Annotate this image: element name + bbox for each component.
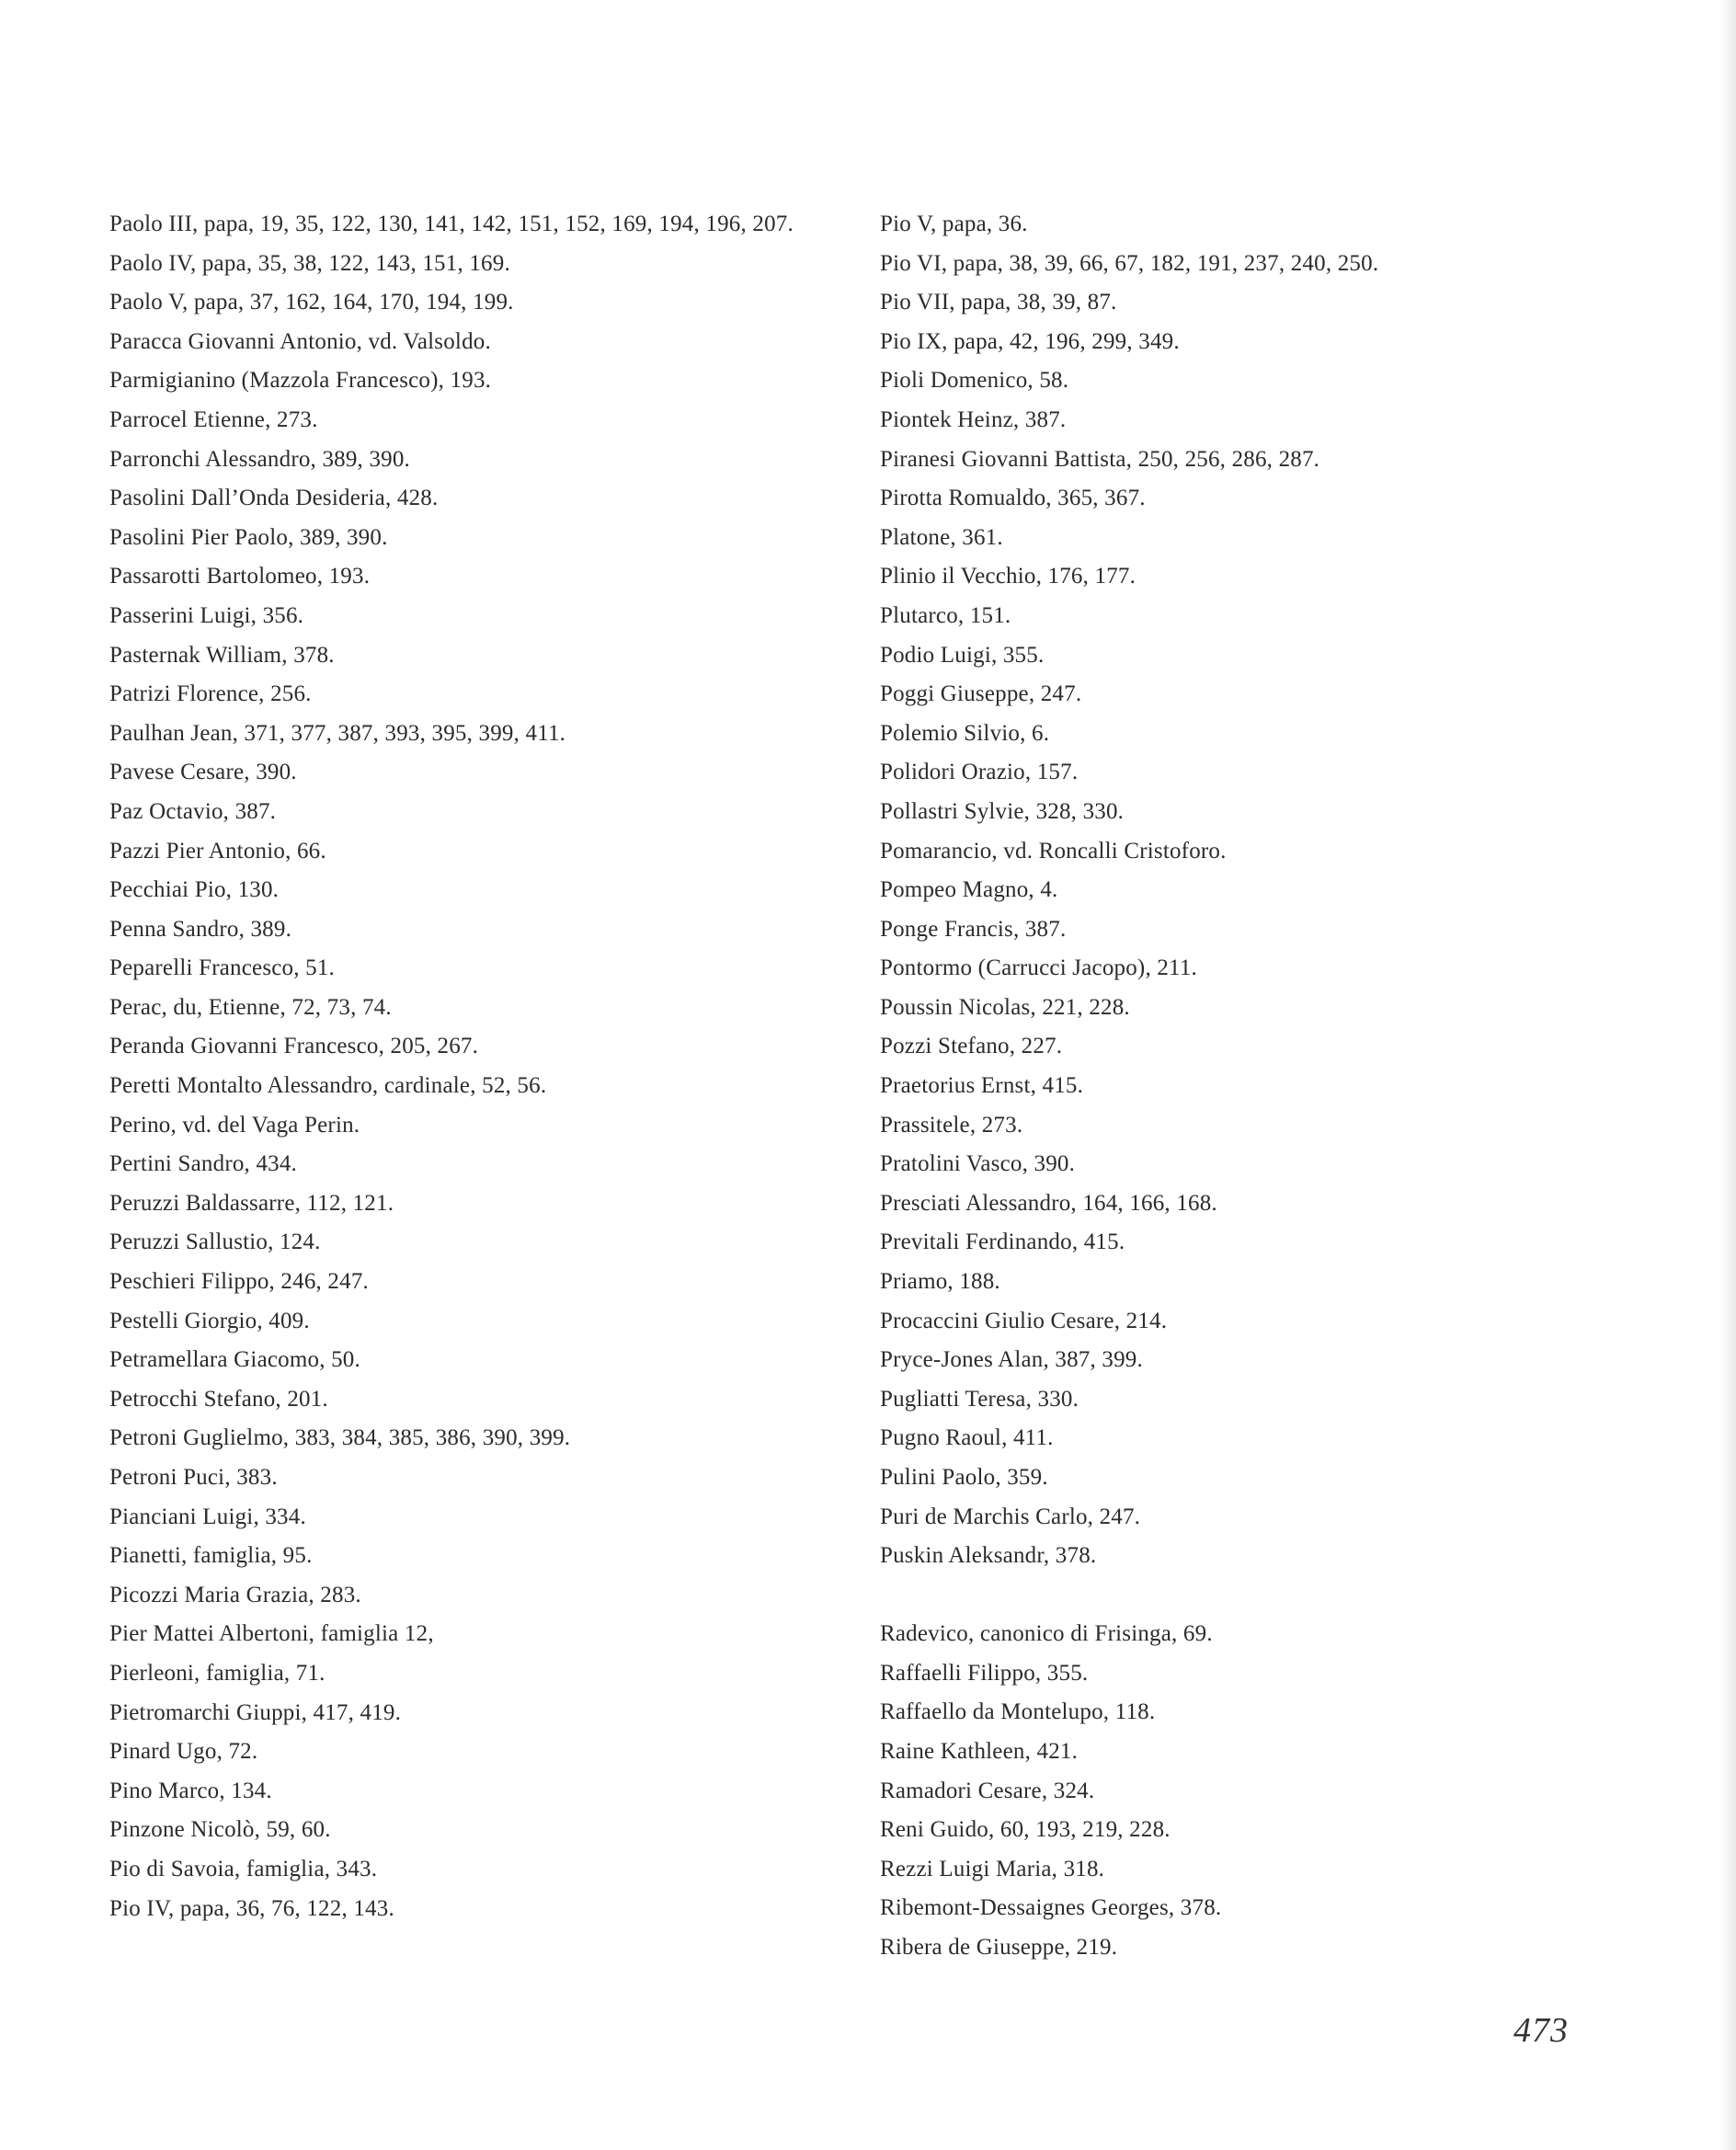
index-entry: Puskin Aleksandr, 378. <box>880 1543 1097 1569</box>
index-entry: Raffaelli Filippo, 355. <box>880 1660 1089 1686</box>
index-entry: Picozzi Maria Grazia, 283. <box>109 1582 361 1607</box>
index-entry: Parrocel Etienne, 273. <box>109 406 318 432</box>
index-entry: Paracca Giovanni Antonio, vd. Valsoldo. <box>109 328 491 354</box>
page-edge-shadow <box>1719 0 1736 2150</box>
index-entry: Puri de Marchis Carlo, 247. <box>880 1504 1141 1529</box>
index-entry: Reni Guido, 60, 193, 219, 228. <box>880 1817 1171 1843</box>
index-entry: Peranda Giovanni Francesco, 205, 267. <box>109 1034 479 1059</box>
index-entry: Paolo IV, papa, 35, 38, 122, 143, 151, 169. <box>109 250 510 276</box>
index-entry: Ribera de Giuseppe, 219. <box>880 1934 1118 1960</box>
index-entry: Pompeo Magno, 4. <box>880 877 1058 903</box>
index-entry: Peparelli Francesco, 51. <box>109 955 335 981</box>
index-entry: Pasternak William, 378. <box>109 642 335 668</box>
index-entry: Pianetti, famiglia, 95. <box>109 1543 313 1569</box>
index-entry: Pino Marco, 134. <box>109 1778 272 1803</box>
page-number: 473 <box>1513 2011 1569 2050</box>
index-entry: Pollastri Sylvie, 328, 330. <box>880 798 1125 824</box>
index-entry: Pontormo (Carrucci Jacopo), 211. <box>880 955 1197 981</box>
index-entry: Pinzone Nicolò, 59, 60. <box>109 1817 331 1843</box>
index-entry: Poggi Giuseppe, 247. <box>880 681 1082 707</box>
index-entry: Previtali Ferdinando, 415. <box>880 1229 1125 1255</box>
index-column-left <box>109 210 827 1933</box>
index-entry: Pulini Paolo, 359. <box>880 1465 1048 1490</box>
index-entry: Pioli Domenico, 58. <box>880 368 1069 394</box>
index-entry: Pio di Savoia, famiglia, 343. <box>109 1856 378 1881</box>
index-entry: Pierleoni, famiglia, 71. <box>109 1660 326 1686</box>
index-entry: Peretti Montalto Alessandro, cardinale, 52, 56. <box>109 1073 547 1099</box>
index-entry: Platone, 361. <box>880 524 1003 550</box>
index-entry: Ribemont-Dessaignes Georges, 378. <box>880 1895 1222 1921</box>
index-entry: Rezzi Luigi Maria, 318. <box>880 1856 1105 1881</box>
index-entry: Plinio il Vecchio, 176, 177. <box>880 564 1136 589</box>
index-entry: Patrizi Florence, 256. <box>109 681 312 707</box>
index-entry: Perino, vd. del Vaga Perin. <box>109 1112 360 1138</box>
index-entry: Pianciani Luigi, 334. <box>109 1504 306 1529</box>
index-entry: Pugno Raoul, 411. <box>880 1425 1054 1451</box>
index-entry: Pio VI, papa, 38, 39, 66, 67, 182, 191, 237, 240, 250. <box>880 250 1379 276</box>
index-entry: Pio V, papa, 36. <box>880 212 1028 236</box>
index-entry: Perac, du, Etienne, 72, 73, 74. <box>109 994 392 1020</box>
index-entry: Pugliatti Teresa, 330. <box>880 1386 1079 1412</box>
index-entry: Peruzzi Sallustio, 124. <box>109 1229 321 1255</box>
index-entry: Petrocchi Stefano, 201. <box>109 1386 328 1412</box>
index-entry: Polemio Silvio, 6. <box>880 720 1050 746</box>
index-entry: Radevico, canonico di Frisinga, 69. <box>880 1621 1213 1647</box>
index-entry: Pio VII, papa, 38, 39, 87. <box>880 290 1117 315</box>
index-entry: Pier Mattei Albertoni, famiglia 12, <box>109 1621 434 1647</box>
index-entry: Pomarancio, vd. Roncalli Cristoforo. <box>880 838 1227 863</box>
index-entry: Raine Kathleen, 421. <box>880 1738 1079 1764</box>
index-entry: Pestelli Giorgio, 409. <box>109 1308 310 1333</box>
index-entry: Pertini Sandro, 434. <box>109 1151 297 1177</box>
index-entry: Passarotti Bartolomeo, 193. <box>109 564 371 589</box>
index-entry: Pinard Ugo, 72. <box>109 1739 258 1765</box>
index-entry: Pio IX, papa, 42, 196, 299, 349. <box>880 328 1180 354</box>
index-entry: Peschieri Filippo, 246, 247. <box>109 1269 369 1295</box>
index-entry: Ponge Francis, 387. <box>880 916 1067 942</box>
index-entry: Pozzi Stefano, 227. <box>880 1034 1063 1059</box>
index-entry: Piranesi Giovanni Battista, 250, 256, 286, 287. <box>880 446 1320 472</box>
index-entry: Pavese Cesare, 390. <box>109 760 297 785</box>
index-entry: Peruzzi Baldassarre, 112, 121. <box>109 1190 394 1216</box>
index-entry: Plutarco, 151. <box>880 602 1011 628</box>
index-entry: Paolo III, papa, 19, 35, 122, 130, 141, 142, 151, 152, 169, 194, 196, 207. <box>109 212 794 236</box>
index-entry: Pasolini Pier Paolo, 389, 390. <box>109 524 388 550</box>
index-entry: Poussin Nicolas, 221, 228. <box>880 994 1130 1020</box>
index-entry: Praetorius Ernst, 415. <box>880 1073 1084 1099</box>
index-entry: Parmigianino (Mazzola Francesco), 193. <box>109 368 492 394</box>
index-entry: Prassitele, 273. <box>880 1112 1023 1138</box>
index-entry: Passerini Luigi, 356. <box>109 602 304 628</box>
index-column-right <box>880 210 1634 1973</box>
index-entry: Ramadori Cesare, 324. <box>880 1778 1095 1803</box>
index-entry: Piontek Heinz, 387. <box>880 406 1067 432</box>
index-entry: Petroni Puci, 383. <box>109 1465 278 1490</box>
index-entry: Procaccini Giulio Cesare, 214. <box>880 1308 1168 1333</box>
index-entry: Paz Octavio, 387. <box>109 798 277 824</box>
index-entry: Paolo V, papa, 37, 162, 164, 170, 194, 199. <box>109 290 514 315</box>
index-entry: Priamo, 188. <box>880 1269 1000 1295</box>
index-entry: Petramellara Giacomo, 50. <box>109 1347 360 1373</box>
index-entry: Pratolini Vasco, 390. <box>880 1151 1076 1177</box>
index-entry: Pirotta Romualdo, 365, 367. <box>880 486 1146 511</box>
index-entry: Pazzi Pier Antonio, 66. <box>109 838 326 863</box>
index-entry: Paulhan Jean, 371, 377, 387, 393, 395, 399, 411. <box>109 720 566 746</box>
index-entry: Pietromarchi Giuppi, 417, 419. <box>109 1699 402 1725</box>
index-entry: Polidori Orazio, 157. <box>880 760 1079 785</box>
index-entry: Pryce-Jones Alan, 387, 399. <box>880 1347 1143 1373</box>
index-entry: Raffaello da Montelupo, 118. <box>880 1699 1156 1725</box>
index-entry: Parronchi Alessandro, 389, 390. <box>109 446 410 472</box>
index-entry: Penna Sandro, 389. <box>109 916 292 942</box>
index-entry: Pasolini Dall’Onda Desideria, 428. <box>109 486 439 511</box>
index-entry: Presciati Alessandro, 164, 166, 168. <box>880 1190 1217 1216</box>
index-entry: Pecchiai Pio, 130. <box>109 877 280 903</box>
index-entry: Petroni Guglielmo, 383, 384, 385, 386, 390, 399. <box>109 1425 571 1451</box>
index-entry: Podio Luigi, 355. <box>880 642 1045 668</box>
index-entry: Pio IV, papa, 36, 76, 122, 143. <box>109 1895 394 1921</box>
